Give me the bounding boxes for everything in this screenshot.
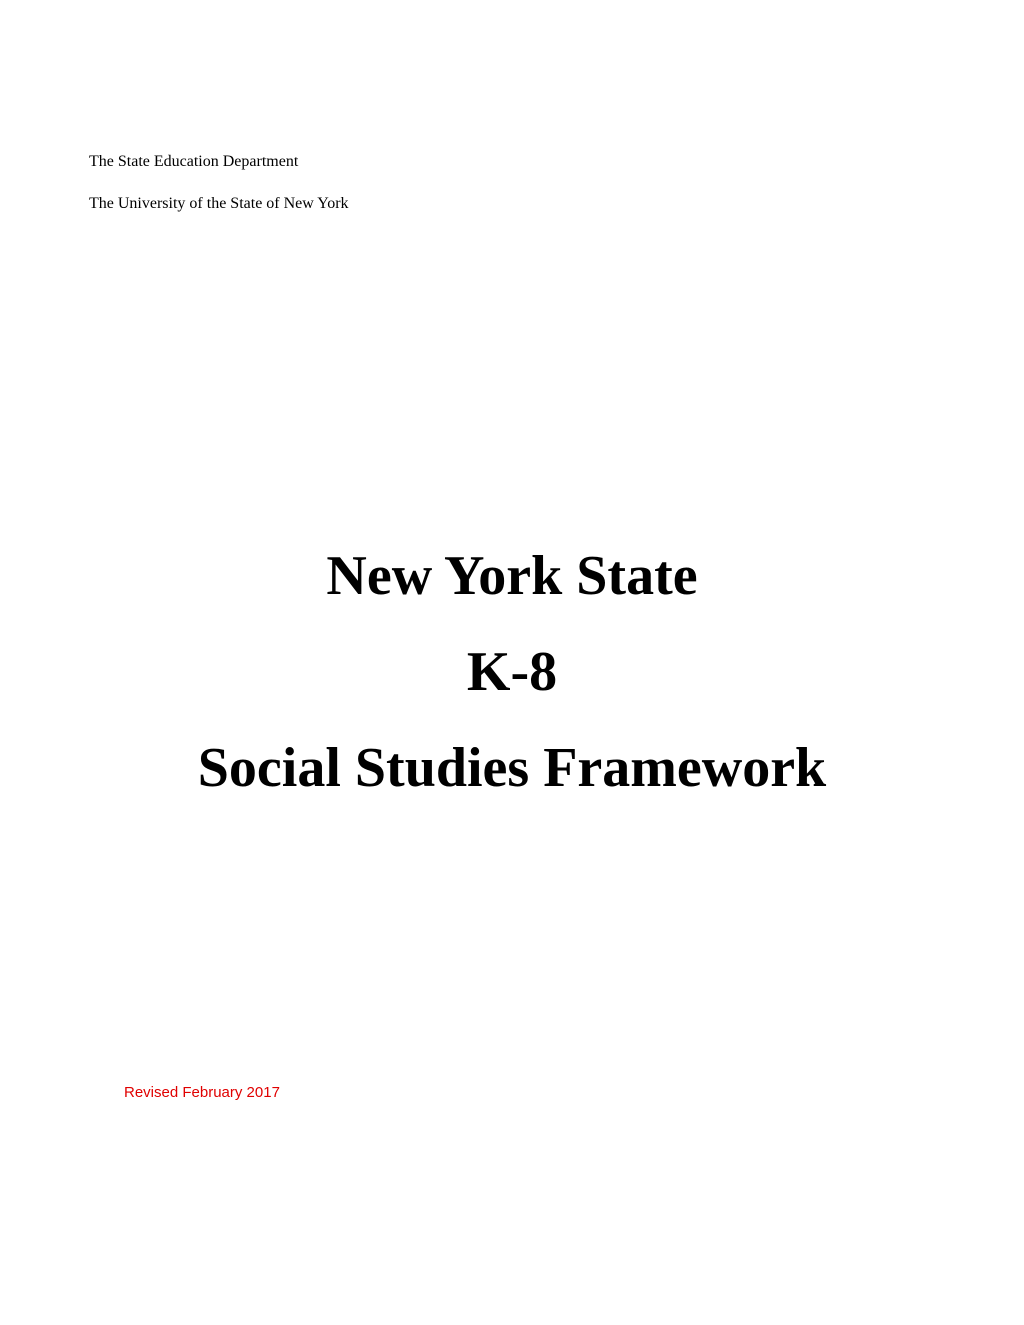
title-line-state: New York State [326, 545, 698, 607]
department-name: The State Education Department [89, 153, 299, 170]
university-name: The University of the State of New York [89, 195, 349, 212]
title-line-grades: K-8 [466, 641, 558, 703]
document-title [0, 528, 1024, 816]
title-line-framework: Social Studies Framework [197, 737, 827, 799]
revision-date: Revised February 2017 [124, 1084, 280, 1101]
